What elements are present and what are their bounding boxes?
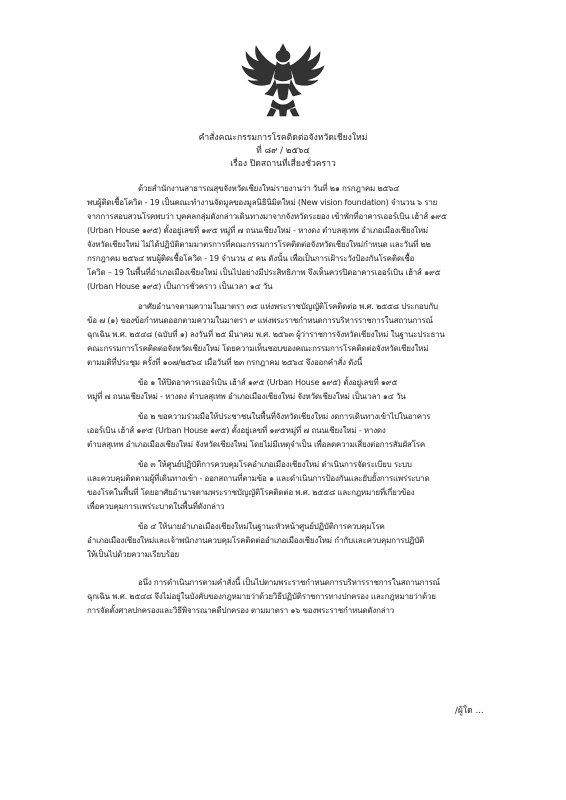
paragraph-2-line-3: ฉุกเฉิน พ.ศ. ๒๕๔๘ (ฉบับที่ ๑) ลงวันที่ ๒๕ มีนาคม พ.ศ. ๒๕๖๓ ผู้ว่าราชการจังหวัดเชียงใหม่ ในฐานะประธาน xyxy=(87,330,445,339)
clause-3-line-1: ข้อ ๓ ให้ศูนย์ปฏิบัติการควบคุมโรคอำเภอเมืองเชียงใหม่ ดำเนินการจัดระเบียบ ระบบ xyxy=(138,460,412,469)
paragraph-2-line-5: ตามมติที่ประชุม ครั้งที่ ๑๐๗/๒๕๖๔ เมื่อวันที่ ๒๓ กรกฎาคม ๒๕๖๔ จึงออกคำสั่ง ดังนี้ xyxy=(87,358,363,367)
clause-4-line-3: ให้เป็นไปด้วยความเรียบร้อย xyxy=(87,550,179,559)
paragraph-1-line-7: โควิด – 19 ในพื้นที่อำเภอเมืองเชียงใหม่ เป็นไปอย่างมีประสิทธิภาพ จึงเห็นควรปิดอาคารเออร์เบิน เฮ้าส์ ๑๙๕ xyxy=(87,268,441,277)
closing-line-1: อนึ่ง การดำเนินการตามคำสั่งนี้ เป็นไปตามพระราชกำหนดการบริหารราชการในสถานการณ์ xyxy=(138,578,440,587)
order-number: ที่ ๘๙ / ๒๕๖๔ xyxy=(256,146,310,156)
paragraph-1-line-8: (Urban House ๑๙๕) เป็นการชั่วคราว เป็นเวลา ๑๔ วัน xyxy=(87,282,273,291)
clause-2-line-2: เออร์เบิน เฮ้าส์ ๑๙๕ (Urban House ๑๙๕) ตั้งอยู่เลขที่ ๑๙๕หมู่ที่ ๗ ถนนเชียงใหม่ - หางดง xyxy=(87,426,386,435)
clause-1-line-1: ข้อ ๑ ให้ปิดอาคารเออร์เบิน เฮ้าส์ ๑๙๕ (Urban House ๑๙๕) ตั้งอยู่เลขที่ ๑๙๕ xyxy=(138,378,398,387)
closing-line-3: การจัดตั้งศาลปกครองและวิธีพิจารณาคดีปกครอง ตามมาตรา ๑๖ ของพระราชกำหนดดังกล่าว xyxy=(87,606,395,615)
clause-3-line-3: ของโรคในพื้นที่ โดยอาศัยอำนาจตามพระราชบัญญัติโรคติดต่อ พ.ศ. ๒๕๕๘ และกฎหมายที่เกี่ยวข้อง xyxy=(87,488,415,497)
paragraph-2-line-2: ข้อ ๗ (๑) ของข้อกำหนดออกตามความในมาตรา ๙ แห่งพระราชกำหนดการบริหารราชการในสถานการณ์ xyxy=(87,316,433,325)
continuation-marker: /ผู้ใด ... xyxy=(455,706,484,716)
paragraph-1-line-4: (Urban House ๑๙๕) ตั้งอยู่เลขที่ ๑๙๕ หมู่ที่ ๗ ถนนเชียงใหม่ - หางดง ตำบลสุเทพ อำเภอเมืองเชียงใหม่ xyxy=(87,226,428,235)
garuda-emblem-icon xyxy=(237,38,329,120)
clause-4-line-1: ข้อ ๔ ให้นายอำเภอเมืองเชียงใหม่ในฐานะหัวหน้าศูนย์ปฏิบัติการควบคุมโรค xyxy=(138,522,385,531)
clause-2-line-3: ตำบลสุเทพ อำเภอเมืองเชียงใหม่ จังหวัดเชียงใหม่ โดยไม่มีเหตุจำเป็น เพื่อลดความเสี่ยงต่อการสัมผัสโรค xyxy=(87,440,426,449)
paragraph-1-line-5: จังหวัดเชียงใหม่ ไม่ได้ปฏิบัติตามมาตรการที่คณะกรรมการโรคติดต่อจังหวัดเชียงใหม่กำหนด และวันที่ ๒๒ xyxy=(87,240,431,249)
paragraph-1-line-1: ด้วยสำนักงานสาธารณสุขจังหวัดเชียงใหม่รายงานว่า วันที่ ๒๑ กรกฎาคม ๒๕๖๔ xyxy=(138,184,400,193)
paragraph-2-line-1: อาศัยอำนาจตามความในมาตรา ๓๕ แห่งพระราชบัญญัติโรคติดต่อ พ.ศ. ๒๕๕๘ ประกอบกับ xyxy=(138,302,438,311)
paragraph-2-line-4: คณะกรรมการโรคติดต่อจังหวัดเชียงใหม่ โดยความเห็นชอบของคณะกรรมการโรคติดต่อจังหวัดเชียงใหม่ xyxy=(87,344,429,353)
clause-4-line-2: อำเภอเมืองเชียงใหม่และเจ้าพนักงานควบคุมโรคติดต่ออำเภอเมืองเชียงใหม่ กำกับและควบคุมการปฏิบัติ xyxy=(87,536,425,545)
clause-3-line-2: และควบคุมติดตามผู้ที่เดินทางเข้า - ออกสถานที่ตามข้อ ๑ และดำเนินการป้องกันและยับยั้งการแพร่ระบาด xyxy=(87,474,430,483)
paragraph-1-line-2: พบผู้ติดเชื้อโควิด - 19 เป็นคณะทำงานจัดมูลของมูลนิธินิมิตใหม่ (New vision foundation) จำนวน ๖ ราย xyxy=(87,198,438,207)
paragraph-1-line-6: กรกฎาคม ๒๕๖๔ พบผู้ติดเชื้อโควิด - 19 จำนวน ๔ คน ดังนั้น เพื่อเป็นการเฝ้าระวังป้องกันโรคติดเชื้อ xyxy=(87,254,415,263)
paragraph-1-line-3: จากการสอบสวนโรคพบว่า บุคคลกลุ่มดังกล่าวเดินทางมาจากจังหวัดระยอง เข้าพักที่อาคารเออร์เบิน เฮ้าส์ ๑๙๕ xyxy=(87,212,447,221)
clause-1-line-2: หมู่ที่ ๗ ถนนเชียงใหม่ - หางดง ตำบลสุเทพ อำเภอเมืองเชียงใหม่ จังหวัดเชียงใหม่ เป็นเวลา ๑๔ วัน xyxy=(87,392,406,401)
clause-2-line-1: ข้อ ๒ ขอความร่วมมือให้ประชาชนในพื้นที่จังหวัดเชียงใหม่ งดการเดินทางเข้าไปในอาคาร xyxy=(138,412,431,421)
order-title: คำสั่งคณะกรรมการโรคติดต่อจังหวัดเชียงใหม่ xyxy=(198,133,368,143)
clause-3-line-4: เพื่อควบคุมการแพร่ระบาดในพื้นที่ดังกล่าว xyxy=(87,502,225,511)
order-subject: เรื่อง ปิดสถานที่เสี่ยงชั่วคราว xyxy=(230,159,336,169)
closing-line-2: ฉุกเฉิน พ.ศ. ๒๕๔๘ จึงไม่อยู่ในบังคับของกฎหมายว่าด้วยวิธีปฏิบัติราชการทางปกครอง และกฎหมายว่าด้วย xyxy=(87,592,436,601)
